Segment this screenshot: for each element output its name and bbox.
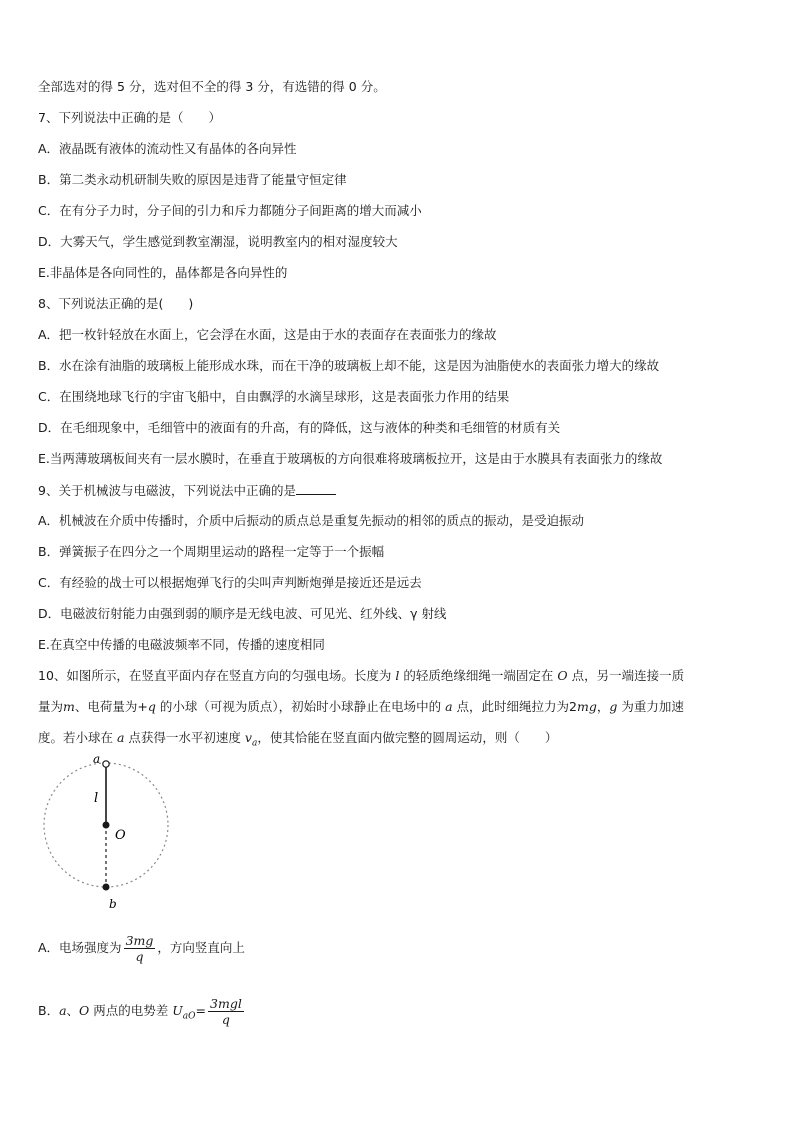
question-9-option-b: B．弹簧振子在四分之一个周期里运动的路程一定等于一个振幅 — [38, 544, 385, 559]
text-run: 量为 — [38, 699, 64, 714]
question-7-option-e: E.非晶体是各向同性的，晶体都是各向异性的 — [38, 265, 288, 280]
text-run: 为重力加速 — [617, 699, 684, 714]
var-a: a — [445, 699, 453, 714]
question-8-option-a: A．把一枚针轻放在水面上，它会浮在水面，这是由于水的表面存在表面张力的缘故 — [38, 327, 497, 342]
question-9-option-c: C．有经验的战士可以根据炮弹飞行的尖叫声判断炮弹是接近还是远去 — [38, 575, 422, 590]
question-7-option-c: C．在有分子力时，分子间的引力和斥力都随分子间距离的增大而减小 — [38, 203, 422, 218]
answer-blank — [296, 482, 336, 495]
text-run: = — [195, 1003, 207, 1018]
text-run: A．电场强度为 — [38, 940, 122, 955]
fraction-denominator: q — [135, 949, 144, 964]
text-run: B． — [38, 1003, 60, 1018]
text-run: 度。若小球在 — [38, 730, 117, 745]
question-9-option-a: A．机械波在介质中传播时，介质中后振动的质点总是重复先振动的相邻的质点的振动，是受迫振动 — [38, 513, 585, 528]
text-run: ，使其恰能在竖直面内做完整的圆周运动，则（ ） — [257, 730, 558, 745]
fraction-numerator: 3mgl — [210, 996, 242, 1011]
text-run: 的轻质绝缘细绳一端固定在 — [399, 668, 558, 683]
var-a: a — [116, 730, 125, 745]
var-a: a — [59, 1003, 67, 1018]
var-q: q — [147, 699, 156, 714]
fraction-3mg-over-q — [124, 933, 156, 964]
pivot-point-O — [103, 822, 110, 829]
label-a: a — [93, 755, 101, 766]
question-9-stem-text: 9、关于机械波与电磁波，下列说法中正确的是 — [38, 483, 296, 498]
var-O: O — [79, 1003, 90, 1018]
circular-motion-diagram — [38, 755, 188, 915]
question-8-option-c: C．在围绕地球飞行的宇宙飞船中，自由飘浮的水滴呈球形，这是表面张力作用的结果 — [38, 389, 510, 404]
question-7-option-b: B．第二类永动机研制失败的原因是违背了能量守恒定律 — [38, 172, 347, 187]
label-b: b — [109, 897, 117, 911]
var-m: m — [63, 699, 75, 714]
fraction-numerator: 3mg — [125, 933, 154, 948]
question-8-stem: 8、下列说法正确的是( ) — [38, 296, 194, 311]
text-run: 点，此时细绳拉力为2 — [452, 699, 577, 714]
var-O: O — [557, 668, 568, 683]
text-run: 、电荷量为+ — [74, 699, 148, 714]
var-g: g — [609, 699, 618, 714]
point-b — [103, 884, 110, 891]
question-10-stem-line-3 — [38, 730, 557, 752]
question-8-option-d: D．在毛细现象中，毛细管中的液面有的升高，有的降低，这与液体的种类和毛细管的材质有关 — [38, 420, 561, 435]
var-v: v — [244, 730, 252, 745]
label-O: O — [115, 828, 126, 843]
question-10-stem-line-1 — [38, 668, 684, 684]
question-7-stem: 7、下列说法中正确的是（ ） — [38, 110, 221, 125]
text-run: ， — [596, 699, 610, 714]
text-run: 的小球（可视为质点），初始时小球静止在电场中的 — [155, 699, 446, 714]
fraction-denominator: q — [221, 1012, 230, 1027]
fraction-3mgl-over-q — [208, 996, 244, 1027]
var-U-subscript: aO — [182, 1011, 196, 1022]
question-10-option-b — [38, 993, 246, 1035]
var-mg: mg — [576, 699, 597, 714]
text-run: 两点的电势差 — [89, 1003, 173, 1018]
question-8-option-e: E.当两薄玻璃板间夹有一层水膜时，在垂直于玻璃板的方向很难将玻璃板拉开，这是由于水膜具有表面张力的缘故 — [38, 451, 663, 466]
section-instruction: 全部选对的得 5 分，选对但不全的得 3 分，有选错的得 0 分。 — [38, 79, 386, 94]
question-9-option-d: D．电磁波衍射能力由强到弱的顺序是无线电波、可见光、红外线、γ 射线 — [38, 606, 447, 621]
text-run: 点获得一水平初速度 — [124, 730, 245, 745]
text-run: 点，另一端连接一质 — [567, 668, 685, 683]
question-10-option-a — [38, 930, 245, 966]
text-run: 10、如图所示，在竖直平面内存在竖直方向的匀强电场。长度为 — [38, 668, 396, 683]
text-run: 、 — [66, 1003, 80, 1018]
var-l: l — [395, 668, 400, 683]
var-v-subscript: a — [251, 738, 258, 749]
ball-at-a — [103, 761, 109, 767]
question-10-stem-line-2 — [38, 699, 684, 715]
question-7-option-a: A．液晶既有液体的流动性又有晶体的各向异性 — [38, 141, 297, 156]
label-l: l — [94, 791, 99, 806]
question-9-option-e: E.在真空中传播的电磁波频率不同，传播的速度相同 — [38, 637, 325, 652]
text-run: ，方向竖直向上 — [157, 940, 245, 955]
question-7-option-d: D．大雾天气，学生感觉到教室潮湿，说明教室内的相对湿度较大 — [38, 234, 398, 249]
question-8-option-b: B．水在涂有油脂的玻璃板上能形成水珠，而在干净的玻璃板上却不能，这是因为油脂使水的表面张力增大的缘故 — [38, 358, 660, 373]
var-U: U — [172, 1003, 183, 1018]
question-9-stem — [38, 482, 336, 499]
